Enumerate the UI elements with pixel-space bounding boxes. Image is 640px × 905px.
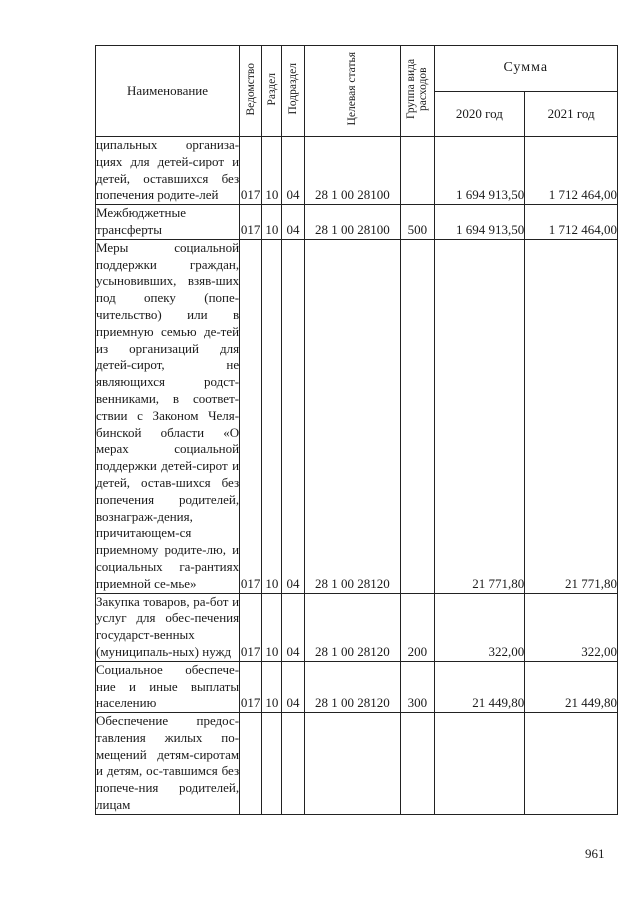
table-row [96, 661, 618, 712]
header-vedomstvo: Ведомство [240, 46, 262, 137]
row-ved: 017 [240, 593, 262, 661]
row-grp [401, 137, 434, 205]
row-grp: 500 [401, 205, 434, 240]
row-razd: 10 [262, 205, 282, 240]
row-sum-2020: 1 694 913,50 [434, 137, 525, 205]
page-number: 961 [585, 846, 605, 861]
row-grp [401, 239, 434, 593]
header-statya: Целевая статья [304, 46, 401, 137]
row-ved: 017 [240, 239, 262, 593]
row-ved: 017 [240, 137, 262, 205]
header-razdel: Раздел [262, 46, 282, 137]
row-sum-2020: 322,00 [434, 593, 525, 661]
table-row [96, 137, 618, 205]
row-name: Меры социальной поддержки граждан, усыновивших, взяв-ших под опеку (попе-чительство) или в приемную семью де-тей из организаций для детей-сирот, не являющихся родст-венниками, в соответ-ствии с Законом Челя-бинской области «О мерах социальной поддержки детей-сирот и детей, остав-шихся без попечения родителей, вознаграж-дения, причитающем-ся приемному родите-лю, и социальных га-рантиях приемной се-мье» [96, 239, 240, 593]
row-name: Обеспечение предос-тавления жилых по-мещений детям-сиротам и детям, ос-тавшимся без попече-ния родителей, лицам [96, 713, 240, 815]
row-sum-2020: 1 694 913,50 [434, 205, 525, 240]
row-stat: 28 1 00 28120 [304, 661, 401, 712]
row-sum-2021: 21 449,80 [525, 661, 618, 712]
row-sum-2020 [434, 713, 525, 815]
row-sum-2020: 21 771,80 [434, 239, 525, 593]
row-grp [401, 713, 434, 815]
row-stat [304, 713, 401, 815]
header-summa: Сумма [434, 46, 617, 92]
row-name: Межбюджетные трансферты [96, 205, 240, 240]
row-razd: 10 [262, 239, 282, 593]
row-podr: 04 [282, 205, 304, 240]
row-stat: 28 1 00 28120 [304, 593, 401, 661]
row-podr: 04 [282, 137, 304, 205]
row-podr [282, 713, 304, 815]
row-name: Социальное обеспече-ние и иные выплаты населению [96, 661, 240, 712]
row-ved: 017 [240, 205, 262, 240]
row-name: Закупка товаров, ра-бот и услуг для обес-печения государст-венных (муниципаль-ных) нужд [96, 593, 240, 661]
row-razd [262, 713, 282, 815]
header-year-2020: 2020 год [434, 91, 525, 137]
table-header-row [96, 46, 618, 92]
header-gruppa: Группа вида расходов [401, 46, 434, 137]
row-stat: 28 1 00 28120 [304, 239, 401, 593]
table-row [96, 713, 618, 815]
row-sum-2020: 21 449,80 [434, 661, 525, 712]
table-row [96, 593, 618, 661]
header-name: Наименование [96, 46, 240, 137]
header-year-2021: 2021 год [525, 91, 618, 137]
row-razd: 10 [262, 661, 282, 712]
row-razd: 10 [262, 137, 282, 205]
row-razd: 10 [262, 593, 282, 661]
row-grp: 300 [401, 661, 434, 712]
row-podr: 04 [282, 239, 304, 593]
row-sum-2021 [525, 713, 618, 815]
row-stat: 28 1 00 28100 [304, 205, 401, 240]
row-ved [240, 713, 262, 815]
table-row [96, 239, 618, 593]
row-podr: 04 [282, 661, 304, 712]
row-podr: 04 [282, 593, 304, 661]
budget-table [95, 45, 618, 815]
row-stat: 28 1 00 28100 [304, 137, 401, 205]
header-podrazdel: Подраздел [282, 46, 304, 137]
row-sum-2021: 21 771,80 [525, 239, 618, 593]
table-row [96, 205, 618, 240]
row-grp: 200 [401, 593, 434, 661]
row-name: ципальных организа-циях для детей-сирот и детей, оставшихся без попечения родите-лей [96, 137, 240, 205]
row-ved: 017 [240, 661, 262, 712]
row-sum-2021: 322,00 [525, 593, 618, 661]
row-sum-2021: 1 712 464,00 [525, 137, 618, 205]
row-sum-2021: 1 712 464,00 [525, 205, 618, 240]
